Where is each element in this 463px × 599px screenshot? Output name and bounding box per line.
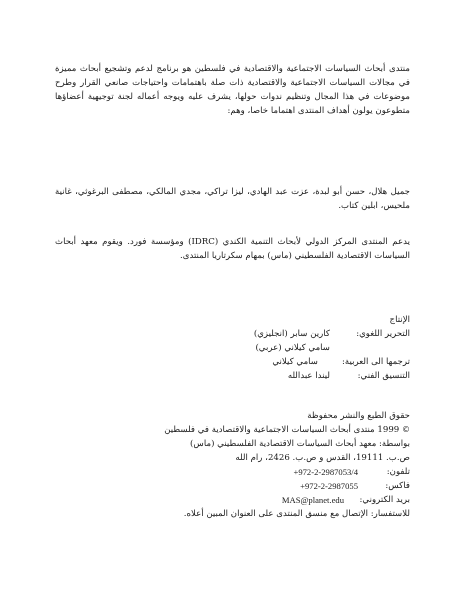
fax-label: فاكس: [385,481,410,491]
copyright-text: 1999 منتدى أبحاث السياسات الاجتماعية والاقتصادية في فلسطين [164,425,400,435]
support-paragraph [55,235,410,263]
intro-text: منتدى أبحاث السياسات الاجتماعية والاقتصادية في فلسطين هو برنامج لدعم وتشجيع أبحاث مميزة في مجالات السياسات الاجتماعية والاقتصادية ذات صلة باهتمامات واحتياجات صانعي القرار وطرح موضوعات في هذا المجال وتنظيم ندوات حولها، يشرف عليه ويوجه أعماله لجنة توجيهية أعضاؤها متطوعون يولون أهداف المنتدى اهتماما خاصا، وهم: [55,64,410,116]
layout-row [55,369,410,383]
production-credits [55,313,410,383]
email-value[interactable]: MAS@planet.edu [281,495,344,505]
phone-label: تلفون: [386,467,410,477]
intro-paragraph [55,62,410,118]
email-label: بريد الكتروني: [359,495,410,505]
committee-names: جميل هلال، حسن أبو لبدة، عزت عبد الهادي، ليزا تراكي، مجدي المالكي، مصطفى البرغوثي، غانية ملحيس، ابلين كتاب. [55,187,410,211]
phone-value: +972-2-2987053/4 [293,467,358,477]
layout-value: ليندا عبدالله [287,371,330,381]
rights-section [55,409,410,521]
editing-value-arabic: سامي كيلاني (عربي) [255,343,330,353]
layout-label: التنسيق الفني: [357,371,410,381]
steering-committee-paragraph [55,185,410,213]
phone-row [55,465,410,479]
publisher-line: بواسطة: معهد أبحاث السياسات الاقتصادية الفلسطيني (ماس) [190,439,410,449]
copyright-icon: © [402,425,410,434]
address-line: ص.ب. 19111، القدس و ص.ب. 2426، رام الله [235,453,410,463]
translation-row [55,355,410,369]
editing-label: التحرير اللغوي: [356,329,410,339]
fax-value: +972-2-2987055 [300,481,358,491]
inquiry-line: للاستفسار: الإتصال مع منسق المنتدى على العنوان المبين أعلاه. [183,509,410,519]
translation-label: ترجمها الى العربية: [341,357,410,367]
support-text: يدعم المنتدى المركز الدولي لأبحاث التنمية الكندي (IDRC) ومؤسسة فورد. ويقوم معهد أبحاث السياسات الاقتصادية الفلسطيني (ماس) بمهام سكرتاريا المنتدى. [55,237,410,261]
editing-value-english: كارين سابر (انجليزي) [253,329,330,339]
editing-row [55,327,410,341]
copyright-line [55,423,410,437]
translation-value: سامي كيلاني [272,357,318,367]
email-row [55,493,410,507]
fax-row [55,479,410,493]
rights-heading: حقوق الطبع والنشر محفوظة [307,411,410,421]
production-heading: الإنتاج [389,315,410,325]
